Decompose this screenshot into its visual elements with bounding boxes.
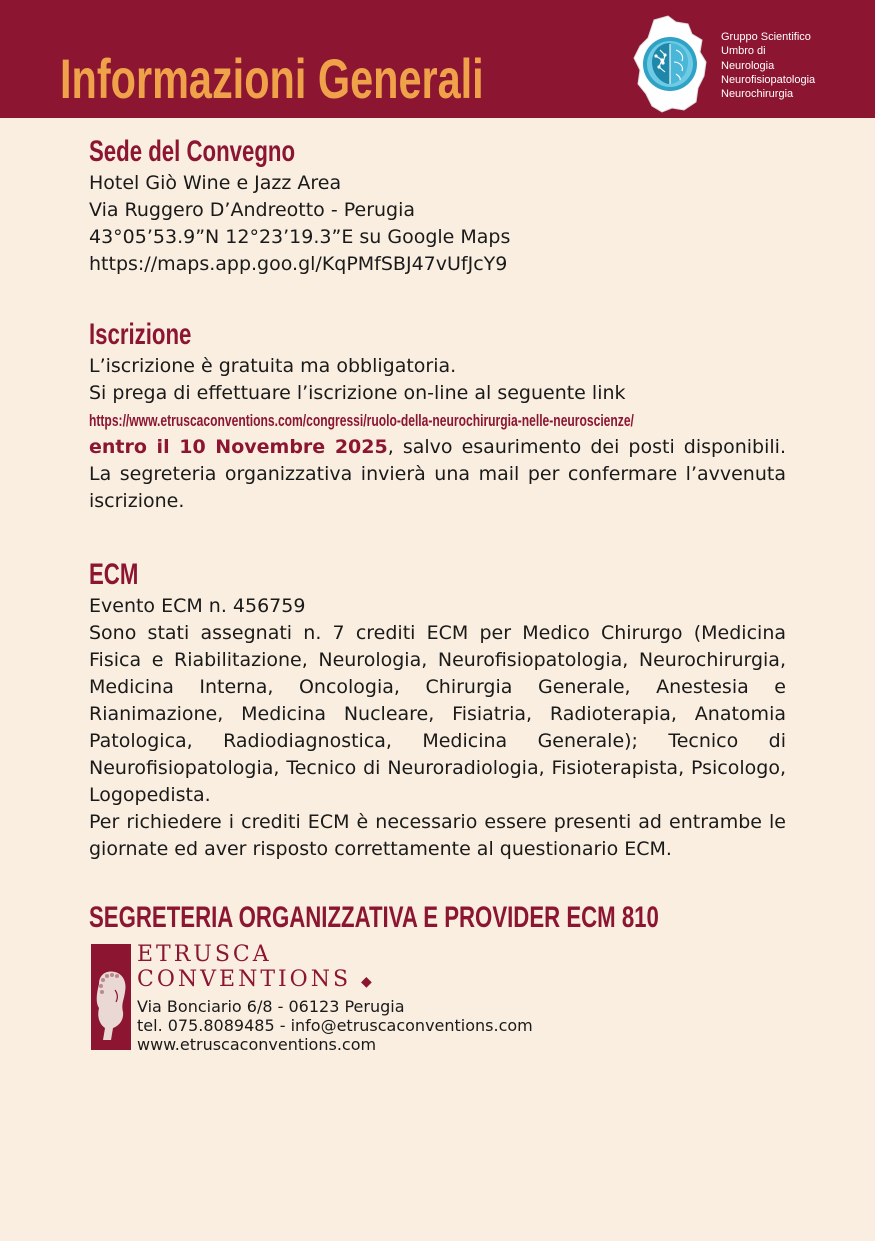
section-venue: [89, 134, 510, 278]
page-title: Informazioni Generali: [60, 47, 484, 110]
secretariat-website[interactable]: www.etruscaconventions.com: [137, 1035, 377, 1054]
venue-hotel: Hotel Giò Wine e Jazz Area: [89, 172, 342, 194]
etruscan-head-logo-icon: [91, 944, 131, 1050]
ecm-event-number: Evento ECM n. 456759: [89, 595, 306, 617]
ecm-requirement-text: Per richiedere i crediti ECM è necessario essere presenti ad entrambe le giornate ed aver risposto correttamente al questionario ECM.: [89, 811, 786, 860]
scientific-group-name: Gruppo Scientifico Umbro di Neurologia Neurofisiopatologia Neurochirurgia: [721, 31, 816, 101]
registration-deadline-text: entro il 10 Novembre 2025, salvo esaurimento dei posti disponibili. La segreteria organizzativa invierà una mail per confermare l’avvenuta iscrizione.: [89, 436, 786, 512]
section-registration: [89, 317, 786, 515]
venue-coordinates: 43°05’53.9”N 12°23’19.3”E su Google Maps: [89, 226, 511, 248]
registration-link[interactable]: https://www.etruscaconventions.com/congressi/ruolo-della-neurochirurgia-nelle-neuroscienze/: [89, 411, 634, 430]
secretariat-phone-email[interactable]: tel. 075.8089485 - info@etruscaconventions.com: [137, 1016, 533, 1035]
secretariat-contacts: [137, 997, 533, 1054]
diamond-icon: ◆: [361, 974, 372, 990]
umbria-brain-logo-icon: [632, 14, 712, 114]
secretariat-address: Via Bonciario 6/8 - 06123 Perugia: [137, 997, 405, 1016]
secretariat-heading: SEGRETERIA ORGANIZZATIVA E PROVIDER ECM 810: [89, 901, 659, 934]
section-ecm: [89, 557, 786, 863]
section-secretariat: [89, 900, 859, 936]
ecm-heading: ECM: [89, 558, 139, 591]
registration-instruction: Si prega di effettuare l’iscrizione on-line al seguente link: [89, 382, 626, 404]
venue-heading: Sede del Convegno: [89, 135, 296, 168]
ecm-credits-text: Sono stati assegnati n. 7 crediti ECM per Medico Chirurgo (Medicina Fisica e Riabilitazione, Neurologia, Neurofisiopatologia, Neurochirurgia, Medicina Interna, Oncologia, Chirurgia Generale, Anestesia e Rianimazione, Medicina Nucleare, Fisiatria, Radioterapia, Anatomia Patologica, Radiodiagnostica, Medicina Generale); Tecnico di Neurofisiopatologia, Tecnico di Neuroradiologia, Fisioterapista, Psicologo, Logopedista.: [89, 622, 786, 806]
registration-deadline: entro il 10 Novembre 2025: [89, 436, 388, 458]
registration-heading: Iscrizione: [89, 318, 192, 351]
venue-address: Via Ruggero D’Andreotto - Perugia: [89, 199, 416, 221]
etruscan-brand-name: ETRUSCA CONVENTIONS ◆: [137, 942, 372, 992]
registration-free-text: L’iscrizione è gratuita ma obbligatoria.: [89, 355, 457, 377]
venue-maps-link[interactable]: https://maps.app.goo.gl/KqPMfSBJ47vUfJcY9: [89, 253, 508, 275]
header-banner: [0, 0, 875, 118]
